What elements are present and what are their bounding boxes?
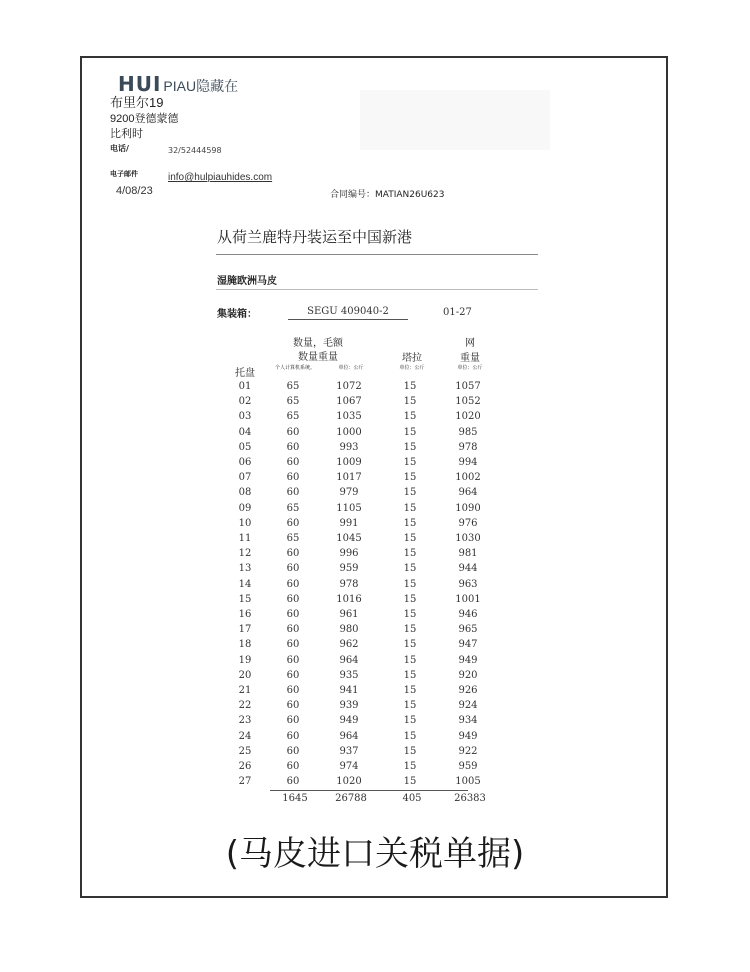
table-cell: 976 [458,517,478,529]
table-row [222,622,496,637]
table-cell: 04 [238,426,252,438]
table-cell: 01 [238,381,252,392]
table-row [222,592,496,607]
contract-number: 合同编号：MATIAN26U623 [330,190,445,200]
table-cell: 985 [458,426,478,438]
table-cell: 08 [238,487,252,499]
table-cell: 60 [286,426,300,438]
table-cell: 15 [403,563,417,575]
table-row [222,729,496,744]
totals-divider [270,790,468,791]
address-line2: 9200登德蒙德 [110,113,179,125]
table-row [222,409,496,424]
table-cell: 1067 [336,396,362,408]
table-cell: 15 [403,396,417,408]
header-qty-gross: 数量，毛额 [293,338,343,349]
table-row [222,379,496,394]
document-date: 4/08/23 [116,185,153,197]
container-label: 集装箱： [217,309,257,320]
header-net-unit: 单位：公斤 [457,365,483,371]
phone-value: 32/52444598 [168,146,222,155]
table-cell: 941 [339,685,359,697]
caption: (马皮进口关税单据) [225,834,525,874]
table-cell: 07 [238,472,252,484]
product-subtitle: 湿腌欧洲马皮 [217,276,277,287]
table-cell: 964 [339,730,359,742]
table-cell: 978 [339,578,359,590]
table-cell: 60 [286,517,300,529]
table-cell: 1002 [455,472,481,484]
table-cell: 979 [339,487,359,499]
table-cell: 959 [339,563,359,575]
table-cell: 60 [286,639,300,651]
table-cell: 15 [403,487,417,499]
address-line1: 布里尔19 [110,95,164,110]
email-link[interactable]: info@hulpiauhides.com [168,172,273,183]
table-row [222,531,496,546]
table-cell: 937 [339,745,359,757]
table-row [222,516,496,531]
table-cell: 15 [403,457,417,469]
table-cell: 60 [286,700,300,712]
table-cell: 15 [403,639,417,651]
header-qty-weight: 数量重量 [298,352,338,363]
table-row [222,546,496,561]
total-gross: 26788 [335,793,367,804]
table-cell: 60 [286,487,300,499]
table-cell: 964 [339,654,359,666]
table-cell: 981 [458,548,478,560]
table-row [222,668,496,683]
table-cell: 1057 [455,381,481,392]
table-cell: 06 [238,457,252,469]
table-cell: 949 [458,730,478,742]
table-cell: 926 [458,685,478,697]
table-cell: 15 [403,685,417,697]
table-cell: 978 [458,441,478,453]
table-cell: 15 [403,654,417,666]
table-cell: 922 [458,745,478,757]
table-cell: 15 [403,609,417,621]
table-cell: 15 [403,472,417,484]
table-cell: 60 [286,472,300,484]
table-cell: 993 [339,441,359,453]
table-row [222,744,496,759]
table-cell: 60 [286,654,300,666]
header-pallet: 托盘 [235,368,255,379]
table-cell: 21 [238,685,252,697]
table-cell: 15 [403,533,417,545]
table-cell: 994 [458,457,478,469]
table-cell: 18 [238,639,252,651]
table-cell: 17 [238,624,252,636]
table-cell: 60 [286,761,300,773]
table-cell: 15 [403,517,417,529]
title-divider [216,254,538,255]
table-cell: 1105 [336,502,362,514]
table-cell: 60 [286,669,300,681]
table-row [222,501,496,516]
table-cell: 1035 [336,411,362,423]
table-cell: 980 [339,624,359,636]
table-cell: 920 [458,669,478,681]
table-cell: 20 [238,669,252,681]
table-row [222,455,496,470]
table-row [222,683,496,698]
table-cell: 15 [403,593,417,605]
table-row [222,440,496,455]
table-cell: 964 [458,487,478,499]
table-cell: 974 [339,761,359,773]
table-cell: 1001 [455,593,481,605]
table-cell: 946 [458,609,478,621]
table-cell: 60 [286,548,300,560]
table-row [222,485,496,500]
table-cell: 1052 [455,396,481,408]
table-cell: 09 [238,502,252,514]
table-cell: 15 [403,411,417,423]
table-cell: 65 [286,396,300,408]
logo-mark: HUI [118,72,162,96]
table-cell: 60 [286,563,300,575]
table-cell: 1020 [336,776,362,788]
table-cell: 27 [238,776,252,788]
table-cell: 10 [238,517,252,529]
container-range: 01-27 [443,307,472,318]
table-cell: 60 [286,593,300,605]
table-cell: 1017 [336,472,362,484]
table-row [222,637,496,652]
table-cell: 65 [286,411,300,423]
table-cell: 65 [286,533,300,545]
table-cell: 996 [339,548,359,560]
table-cell: 935 [339,669,359,681]
table-cell: 1005 [455,776,481,788]
table-cell: 15 [403,426,417,438]
header-gross-unit: 单位：公斤 [338,365,364,371]
table-cell: 15 [403,441,417,453]
total-tare: 405 [402,793,422,804]
table-cell: 24 [238,730,252,742]
table-row [222,561,496,576]
table-cell: 11 [238,533,252,545]
table-cell: 19 [238,654,252,666]
table-cell: 991 [339,517,359,529]
table-cell: 60 [286,745,300,757]
shipment-title: 从荷兰鹿特丹装运至中国新港 [217,228,413,246]
scan-shade [360,90,550,150]
table-cell: 60 [286,776,300,788]
table-cell: 1016 [336,593,362,605]
header-net: 网 [465,338,475,349]
table-row [222,653,496,668]
table-cell: 15 [403,669,417,681]
table-cell: 23 [238,715,252,727]
logo-text: PIAU隐藏在 [163,78,239,94]
table-cell: 1020 [455,411,481,423]
table-row [222,394,496,409]
table-row [222,759,496,774]
table-cell: 939 [339,700,359,712]
table-cell: 60 [286,441,300,453]
table-cell: 1030 [455,533,481,545]
table-cell: 15 [403,761,417,773]
header-net-weight: 重量 [460,353,480,364]
table-row [222,577,496,592]
table-cell: 60 [286,715,300,727]
table-cell: 02 [238,396,252,408]
table-row [222,698,496,713]
table-cell: 60 [286,730,300,742]
table-cell: 965 [458,624,478,636]
table-cell: 16 [238,609,252,621]
table-cell: 26 [238,761,252,773]
table-cell: 25 [238,745,252,757]
table-cell: 13 [238,563,252,575]
table-cell: 1045 [336,533,362,545]
table-cell: 15 [238,593,252,605]
table-cell: 1072 [336,381,362,392]
header-tare-unit: 单位：公斤 [399,365,425,371]
email-label: 电子邮件 [110,170,138,178]
header-qty-unit: 个人计算机系统。 [274,365,315,371]
table-row [222,425,496,440]
table-row [222,470,496,485]
weight-table [222,379,496,789]
phone-label: 电话/ [110,144,129,153]
subtitle-divider [216,289,538,290]
table-cell: 65 [286,381,300,392]
table-cell: 924 [458,700,478,712]
table-cell: 65 [286,502,300,514]
table-cell: 949 [339,715,359,727]
table-cell: 962 [339,639,359,651]
total-net: 26383 [454,793,486,804]
table-cell: 15 [403,381,417,392]
table-cell: 60 [286,609,300,621]
table-cell: 15 [403,776,417,788]
table-cell: 1000 [336,426,362,438]
address-line3: 比利时 [110,128,143,140]
header-tare: 塔拉 [402,353,422,364]
table-cell: 934 [458,715,478,727]
table-cell: 1090 [455,502,481,514]
table-cell: 1009 [336,457,362,469]
table-cell: 949 [458,654,478,666]
table-cell: 60 [286,685,300,697]
table-cell: 03 [238,411,252,423]
total-qty: 1645 [282,793,308,804]
table-cell: 961 [339,609,359,621]
table-cell: 15 [403,730,417,742]
table-cell: 14 [238,578,252,590]
table-cell: 15 [403,700,417,712]
table-cell: 15 [403,745,417,757]
table-cell: 60 [286,578,300,590]
table-row [222,713,496,728]
table-row [222,607,496,622]
table-cell: 15 [403,578,417,590]
table-cell: 15 [403,548,417,560]
table-cell: 15 [403,502,417,514]
table-cell: 22 [238,700,252,712]
table-cell: 05 [238,441,252,453]
table-cell: 947 [458,639,478,651]
table-cell: 12 [238,548,252,560]
container-number: SEGU 409040-2 [288,306,408,320]
table-cell: 944 [458,563,478,575]
table-cell: 60 [286,624,300,636]
table-row [222,774,496,789]
table-cell: 959 [458,761,478,773]
table-cell: 963 [458,578,478,590]
table-cell: 15 [403,715,417,727]
table-cell: 60 [286,457,300,469]
table-cell: 15 [403,624,417,636]
